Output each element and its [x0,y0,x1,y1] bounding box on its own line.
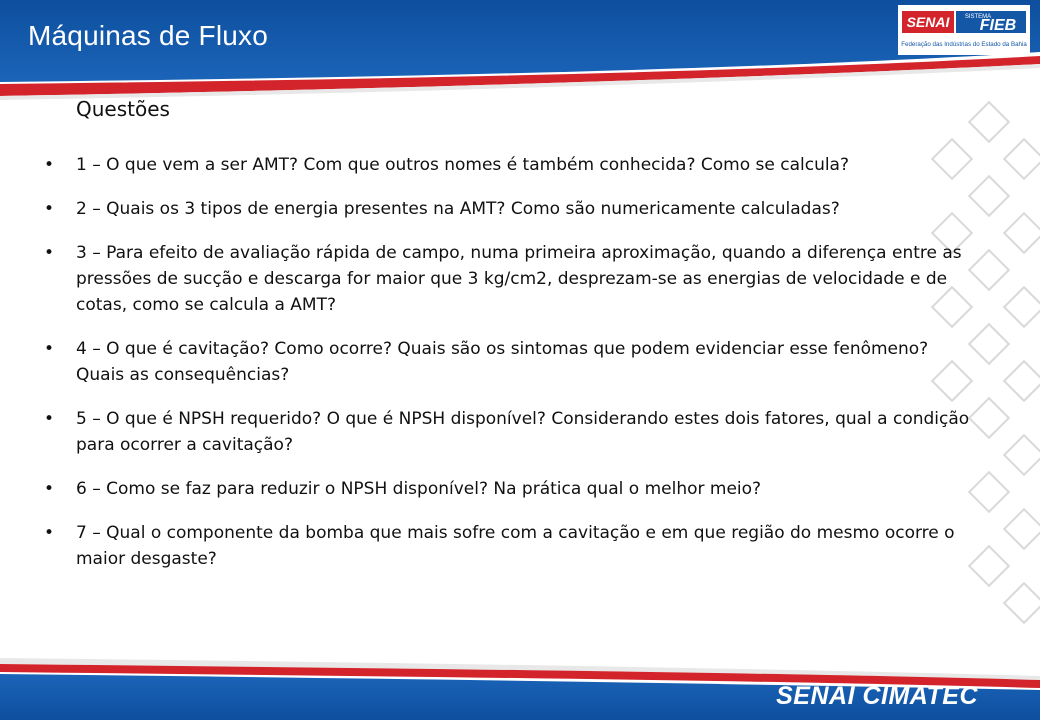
list-item [44,152,974,178]
section-heading: Questões [76,97,170,121]
question-text: 1 – O que vem a ser AMT? Com que outros nomes é também conhecida? Como se calcula? [76,155,850,175]
footer-brand: SENAI CIMATEC [776,682,978,710]
list-item [44,476,974,502]
list-item [44,406,974,458]
bullet-icon: • [44,199,55,219]
list-item [44,336,974,388]
list-item [44,240,974,318]
question-list [44,152,974,590]
question-text: 4 – O que é cavitação? Como ocorre? Quais são os sintomas que podem evidenciar esse fenômeno? Quais as consequências? [76,339,929,385]
svg-text:SENAI: SENAI [906,14,950,30]
question-text: 5 – O que é NPSH requerido? O que é NPSH disponível? Considerando estes dois fatores, qual a condição para ocorrer a cavitação? [76,409,970,455]
bullet-icon: • [44,339,55,359]
svg-text:FIEB: FIEB [979,17,1017,34]
bullet-icon: • [44,479,55,499]
list-item [44,520,974,572]
slide-title: Máquinas de Fluxo [28,20,268,51]
svg-text:SISTEMA: SISTEMA [964,14,992,20]
svg-text:Federação das Indústrias do Es: Federação das Indústrias do Estado da Bahia [901,41,1027,48]
question-text: 3 – Para efeito de avaliação rápida de campo, numa primeira aproximação, quando a diferença entre as pressões de sucção e descarga for maior que 3 kg/cm2, desprezam-se as energias de velocidade e de cotas, como se calcula a AMT? [76,243,962,315]
question-text: 2 – Quais os 3 tipos de energia presentes na AMT? Como são numericamente calculadas? [76,199,840,219]
bullet-icon: • [44,409,55,429]
bullet-icon: • [44,155,55,175]
list-item [44,196,974,222]
question-text: 7 – Qual o componente da bomba que mais sofre com a cavitação e em que região do mesmo ocorre o maior desgaste? [76,523,955,569]
senai-fieb-logo [898,5,1030,55]
bullet-icon: • [44,523,55,543]
question-text: 6 – Como se faz para reduzir o NPSH disponível? Na prática qual o melhor meio? [76,479,762,499]
bullet-icon: • [44,243,55,263]
